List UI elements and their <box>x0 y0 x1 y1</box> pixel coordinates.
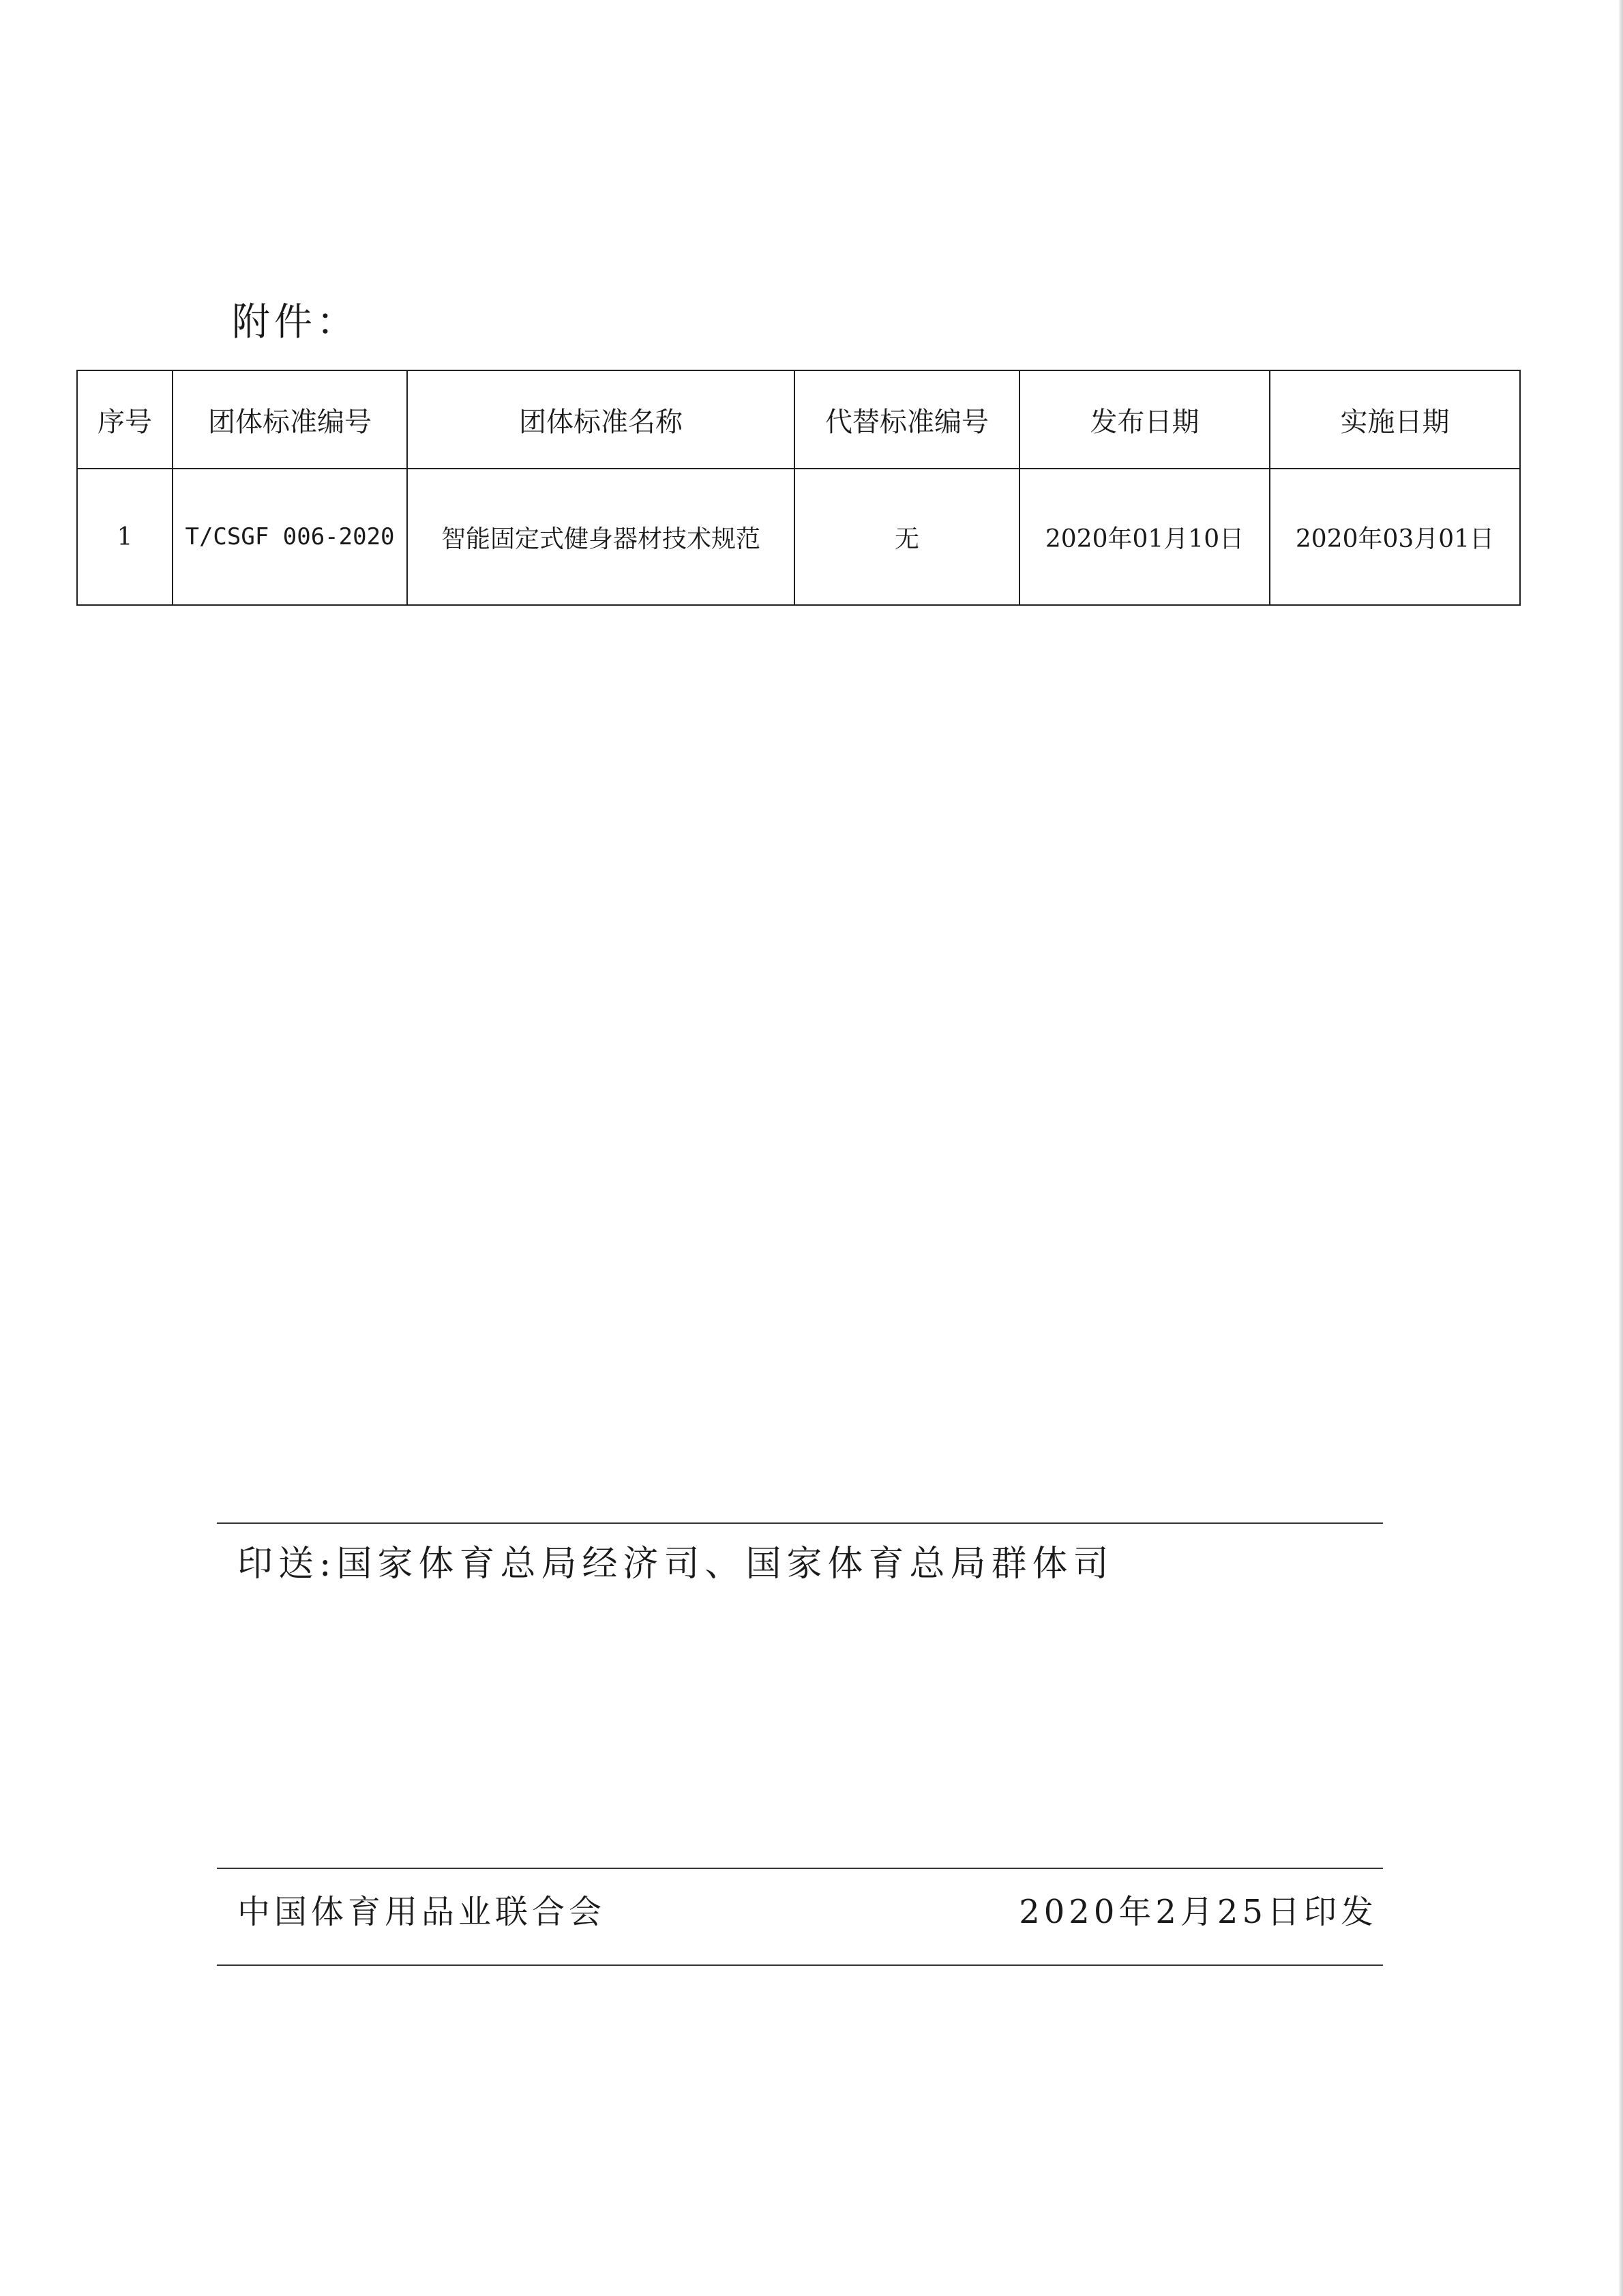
issuing-organization: 中国体育用品业联合会 <box>237 1893 606 1931</box>
page-edge <box>1619 0 1623 2296</box>
header-replaced-standard: 代替标准编号 <box>794 370 1019 469</box>
header-standard-name: 团体标准名称 <box>407 370 794 469</box>
header-publish-date: 发布日期 <box>1019 370 1270 469</box>
header-index: 序号 <box>77 370 173 469</box>
table-row <box>77 469 1520 605</box>
footer-bottom-rule <box>217 1964 1383 1966</box>
cell-standard-number: T/CSGF 006-2020 <box>173 469 407 605</box>
issue-date: 2020年2月25日印发 <box>1019 1893 1378 1931</box>
cell-publish-date: 2020年01月10日 <box>1019 469 1270 605</box>
cc-distribution-line: 印送:国家体育总局经济司、国家体育总局群体司 <box>237 1544 1114 1585</box>
attachment-heading: 附件： <box>232 300 359 344</box>
cell-standard-name: 智能固定式健身器材技术规范 <box>407 469 794 605</box>
footer-top-rule <box>217 1868 1383 1869</box>
standards-table <box>76 370 1521 606</box>
cell-index: 1 <box>77 469 173 605</box>
cell-effective-date: 2020年03月01日 <box>1270 469 1520 605</box>
table-header-row <box>77 370 1520 469</box>
cc-top-rule <box>217 1522 1383 1524</box>
header-standard-number: 团体标准编号 <box>173 370 407 469</box>
cell-replaced-standard: 无 <box>794 469 1019 605</box>
header-effective-date: 实施日期 <box>1270 370 1520 469</box>
